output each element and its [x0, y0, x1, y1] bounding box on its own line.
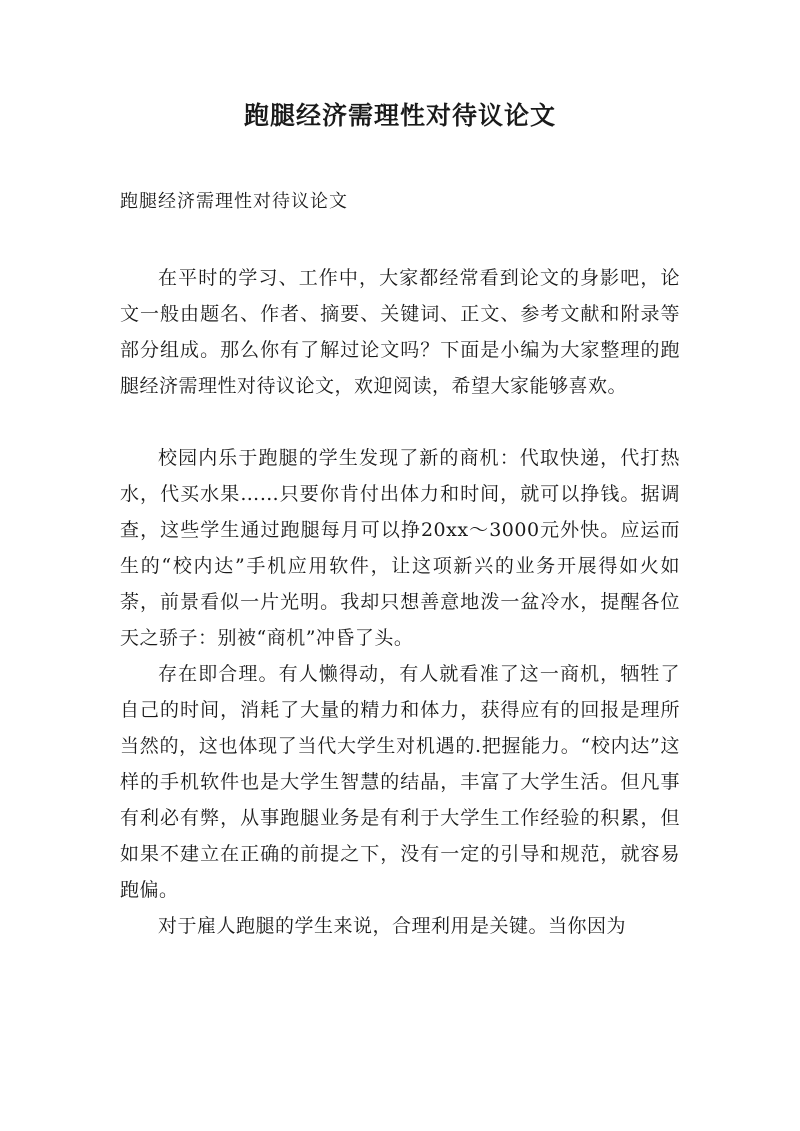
- paragraph-intro: 在平时的学习、工作中，大家都经常看到论文的身影吧，论文一般由题名、作者、摘要、关键词、正文、参考文献和附录等部分组成。那么你有了解过论文吗？下面是小编为大家整理的跑腿经济需理性对待议论文，欢迎阅读，希望大家能够喜欢。: [120, 267, 680, 397]
- paragraph: 校园内乐于跑腿的学生发现了新的商机：代取快递，代打热水，代买水果……只要你肯付出体力和时间，就可以挣钱。据调查，这些学生通过跑腿每月可以挣20xx～3000元外快。应运而生的“校内达”手机应用软件，让这项新兴的业务开展得如火如荼，前景看似一片光明。我却只想善意地泼一盆冷水，提醒各位天之骄子：别被“商机”冲昏了头。: [120, 447, 680, 649]
- paragraph: 存在即合理。有人懒得动，有人就看准了这一商机，牺牲了自己的时间，消耗了大量的精力和体力，获得应有的回报是理所当然的，这也体现了当代大学生对机遇的.把握能力。“校内达”这样的手机软件也是大学生智慧的结晶，丰富了大学生活。但凡事有利必有弊，从事跑腿业务是有利于大学生工作经验的积累，但如果不建立在正确的前提之下，没有一定的引导和规范，就容易跑偏。: [120, 663, 680, 901]
- paragraph: 对于雇人跑腿的学生来说，合理利用是关键。当你因为: [158, 915, 627, 937]
- document-subtitle: 跑腿经济需理性对待议论文: [120, 191, 348, 212]
- document-body: [120, 260, 680, 944]
- document-title: 跑腿经济需理性对待议论文: [243, 101, 556, 130]
